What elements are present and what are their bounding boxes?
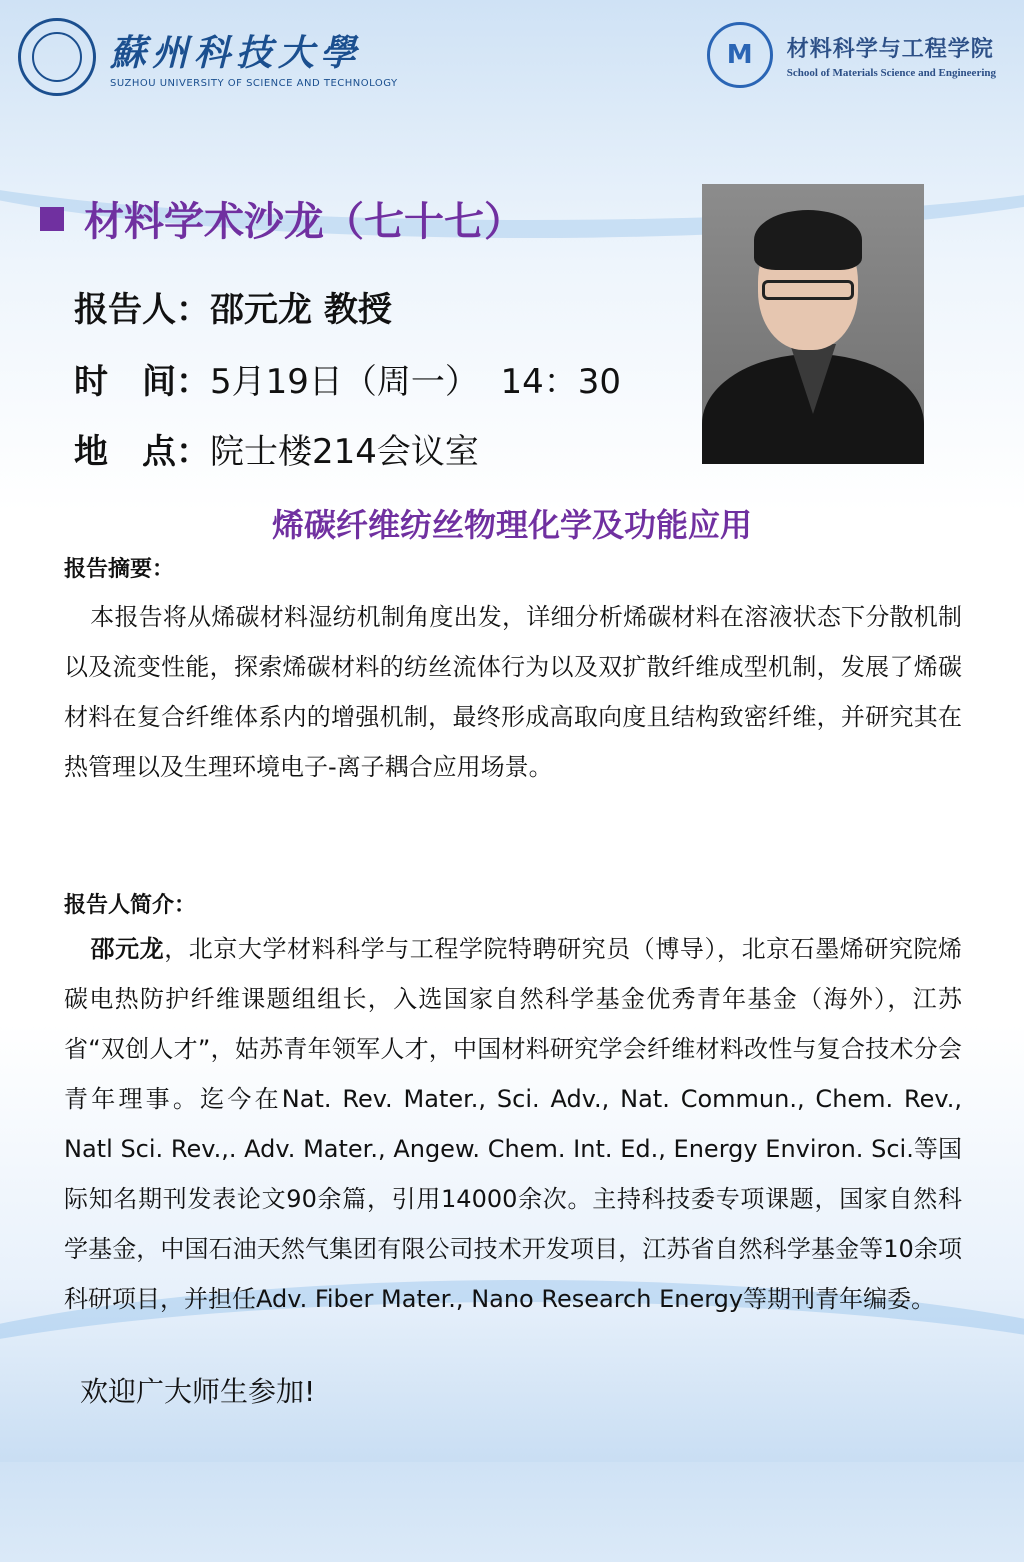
bio-heading: 报告人简介： — [64, 893, 197, 918]
abstract-heading: 报告摘要： — [64, 557, 175, 582]
place-row — [74, 424, 479, 473]
school-logo — [707, 22, 996, 88]
speaker-label: 报告人： — [74, 290, 210, 330]
university-name-en: SUZHOU UNIVERSITY OF SCIENCE AND TECHNOLOGY — [110, 78, 398, 89]
salon-title-text: 材料学术沙龙（七十七） — [84, 199, 524, 245]
square-bullet-icon — [40, 207, 64, 231]
salon-title — [40, 190, 524, 247]
school-name-en: School of Materials Science and Engineering — [786, 66, 996, 79]
abstract-text: 本报告将从烯碳材料湿纺机制角度出发，详细分析烯碳材料在溶液状态下分散机制以及流变性能，探索烯碳材料的纺丝流体行为以及双扩散纤维成型机制，发展了烯碳材料在复合纤维体系内的增强机制，最终形成高取向度且结构致密纤维，并研究其在热管理以及生理环境电子-离子耦合应用场景。 — [64, 603, 962, 781]
school-name-cn: 材料科学与工程学院 — [786, 35, 994, 62]
place-label: 地 点： — [74, 432, 210, 472]
bio-speaker-name: 邵元龙 — [90, 935, 165, 963]
university-name-cn: 蘇州科技大學 — [110, 32, 363, 74]
time-row — [74, 354, 621, 403]
speaker-row — [74, 282, 392, 331]
bio-text: 邵元龙，北京大学材料科学与工程学院特聘研究员（博导），北京石墨烯研究院烯碳电热防护纤维课题组组长，入选国家自然科学基金优秀青年基金（海外），江苏省“双创人才”，姑苏青年领军人才，中国材料研究学会纤维材料改性与复合技术分会青年理事。迄今在Nat. Rev. Mater., Sci. Adv., Nat. Commun., Chem. Rev., Natl Sci. Rev.,. Adv. Mater., Angew. Chem. Int. Ed., Energy Environ. Sci.等国际知名期刊发表论文90余篇，引用14000余次。主持科技委专项课题，国家自然科学基金，中国石油天然气集团有限公司技术开发项目，江苏省自然科学基金等10余项科研项目，并担任Adv. Fiber Mater., Nano Research Energy等期刊青年编委。 — [64, 935, 963, 1313]
speaker-photo — [702, 184, 924, 464]
welcome-text: 欢迎广大师生参加! — [80, 1375, 316, 1408]
talk-title: 烯碳纤维纺丝物理化学及功能应用 — [271, 506, 752, 544]
university-logo — [18, 18, 398, 96]
time-value: 5月19日（周一） 14：30 — [210, 362, 622, 402]
university-seal-icon — [18, 18, 96, 96]
speaker-value: 邵元龙 教授 — [210, 290, 392, 330]
school-seal-icon: M — [707, 22, 773, 88]
place-value: 院士楼214会议室 — [210, 432, 479, 472]
time-label: 时 间： — [74, 362, 210, 402]
header — [0, 0, 1024, 110]
glasses-icon — [762, 280, 854, 300]
